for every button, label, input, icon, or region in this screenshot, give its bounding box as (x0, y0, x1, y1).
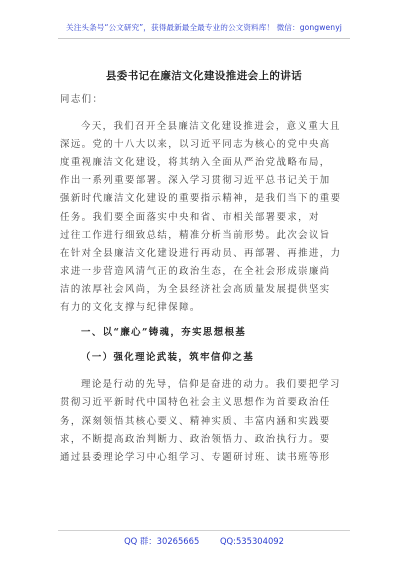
header-divider (58, 38, 350, 39)
paragraph-line: 作出一系列重要部署。深入学习贯彻习近平总书记关于加 (60, 175, 331, 187)
paragraph-line: 任务。我们要全面落实中央和省、市相关部署要求，对 (60, 211, 320, 223)
paragraph-gap (60, 342, 352, 349)
footer-qq-group: QQ 群：30265665 (124, 536, 200, 546)
paragraph-line: 深远。党的十八大以来，以习近平同志为核心的党中央高 (60, 139, 331, 151)
header-banner: 关注头条号“公文研究”，获得最新最全最专业的公文资料库！ 微信：gongwenyj (66, 23, 342, 32)
paragraph-line: 求进一步营造风清气正的政治生态，在全社会形成崇廉尚 (60, 265, 331, 277)
paragraph-gap (60, 367, 352, 376)
salutation (60, 91, 352, 109)
paragraph-line: 强新时代廉洁文化建设的重要指示精神，是我们当下的重要 (60, 193, 342, 205)
footer-qq: QQ:535304092 (219, 536, 284, 546)
footer (0, 535, 408, 547)
paragraph-line: 有力的文化支撑与纪律保障。 (60, 302, 201, 314)
paragraph-gap (60, 317, 352, 324)
paragraph-line: 求，不断提高政治判断力、政治领悟力、政治执行力。要 (60, 433, 331, 445)
salutation-line: 同志们： (60, 94, 104, 105)
document-title: 县委书记在廉洁文化建设推进会上的讲话 (105, 70, 303, 82)
subsection-paragraph (60, 376, 352, 466)
footer-divider (58, 530, 350, 531)
subsection-heading: （一）强化理论武装，筑牢信仰之基 (81, 352, 255, 364)
paragraph-line: 过往工作进行细致总结，精准分析当前形势。此次会议旨 (60, 229, 331, 241)
paragraph-line: 洁的浓厚社会风尚，为全县经济社会高质量发展提供坚实 (60, 283, 331, 295)
paragraph-line: 今天，我们召开全县廉洁文化建设推进会，意义重大且 (81, 121, 341, 133)
paragraph-line: 务，深刻领悟其核心要义、精神实质、丰富内涵和实践要 (60, 415, 331, 427)
paragraph-gap (60, 109, 352, 118)
paragraph-line: 贯彻习近平新时代中国特色社会主义思想作为首要政治任 (60, 397, 331, 409)
section-heading: 一、以“廉心”铸魂，夯实思想根基 (81, 327, 247, 339)
paragraph-line: 理论是行动的先导，信仰是奋进的动力。我们要把学习 (81, 379, 341, 391)
document-body (60, 91, 352, 467)
paragraph-line: 通过县委理论学习中心组学习、专题研讨班、读书班等形 (60, 451, 331, 463)
paragraph-line: 度重视廉洁文化建设，将其纳入全面从严治党战略布局， (60, 157, 331, 169)
paragraph-line: 在针对全县廉洁文化建设进行再动员、再部署、再推进，力 (60, 247, 342, 259)
intro-paragraph (60, 118, 352, 317)
